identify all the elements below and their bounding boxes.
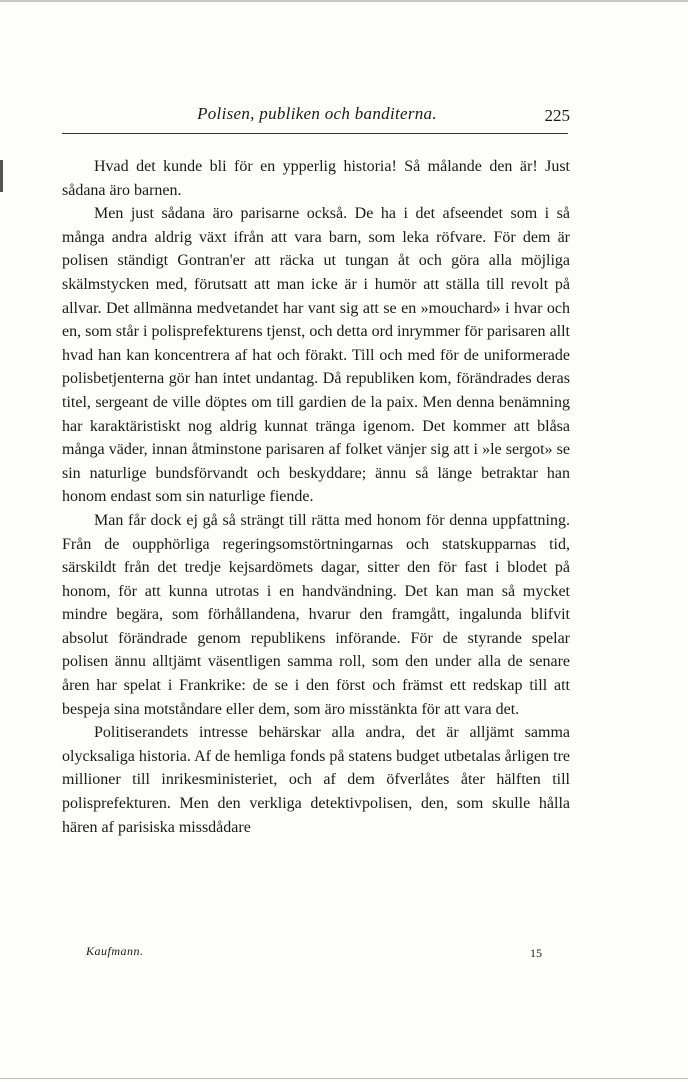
header-rule [62, 133, 568, 134]
paragraph-3: Man får dock ej gå så strängt till rätta med honom för denna uppfattning. Från de oupphörliga regeringsomstörtningarnas och statskupparnas tid, särskildt från det tredje kejsardömets dagar, sitter den för fast i blodet på honom, för att kunna utrotas i en handvändning. Det kan man så mycket mindre begära, som förhållandena, hvarur den framgått, ingalunda blifvit absolut förändrade genom republikens införande. För de styrande spelar polisen ännu alltjämt väsentligen samma roll, som den under alla de senare åren har spelat i Frankrike: de se i den först och främst ett redskap till att bespeja sina motståndare eller dem, som äro misstänkta för att vara det. [62, 511, 570, 718]
page-number: 225 [544, 106, 570, 125]
running-head: Polisen, publiken och banditerna. [197, 104, 437, 123]
scan-edge-top [0, 0, 688, 2]
paragraph-1: Hvad det kunde bli för en ypperlig historia! Så målande den är! Just sådana äro barnen. [62, 158, 570, 199]
scan-edge-mark [0, 160, 3, 192]
paragraph-2: Men just sådana äro parisarne också. De ha i det afseendet som i så många andra aldrig växt ifrån att vara barn, som leka röfvare. För dem är polisen ständigt Gontran'er att räcka ut tungan åt och göra alla möjliga skälmstycken med, förutsatt att man icke är i humör att ställa till revolt på allvar. Det allmänna medvetandet har vant sig att se en »mouchard» i hvar och en, som står i polisprefekturens tjenst, och detta ord inrymmer för parisaren allt hvad han kan koncentrera af hat och förakt. Till och med för de uniformerade polisbetjenterna gör han intet undantag. Då republiken kom, förändrades deras titel, sergeant de ville döptes om till gardien de la paix. Men denna benämning har karaktäristiskt nog aldrig kunnat tränga igenom. Det kommer att blåsa många väder, innan åtminstone parisaren af folket vänjer sig att i »le sergot» se sin naturlige bundsförvandt och beskyddare; ännu så länge betraktar han honom endast som sin naturlige fiende. [62, 205, 570, 506]
paragraph-4: Politiserandets intresse behärskar alla andra, det är alljämt samma olycksaliga historia. Af de hemliga fonds på statens budget utbetalas årligen tre millioner till inrikesministeriet, och af dem öfverlåtes åter hälften till polisprefekturen. Men den verkliga detektivpolisen, den, som skulle hålla hären af parisiska missdådare [62, 724, 570, 836]
printer-signature: Kaufmann. [86, 944, 144, 958]
page-footer [62, 944, 570, 966]
body-text [62, 155, 570, 839]
sheet-number: 15 [530, 946, 542, 960]
scan-edge-bottom [0, 1078, 688, 1079]
page-header [62, 104, 572, 134]
